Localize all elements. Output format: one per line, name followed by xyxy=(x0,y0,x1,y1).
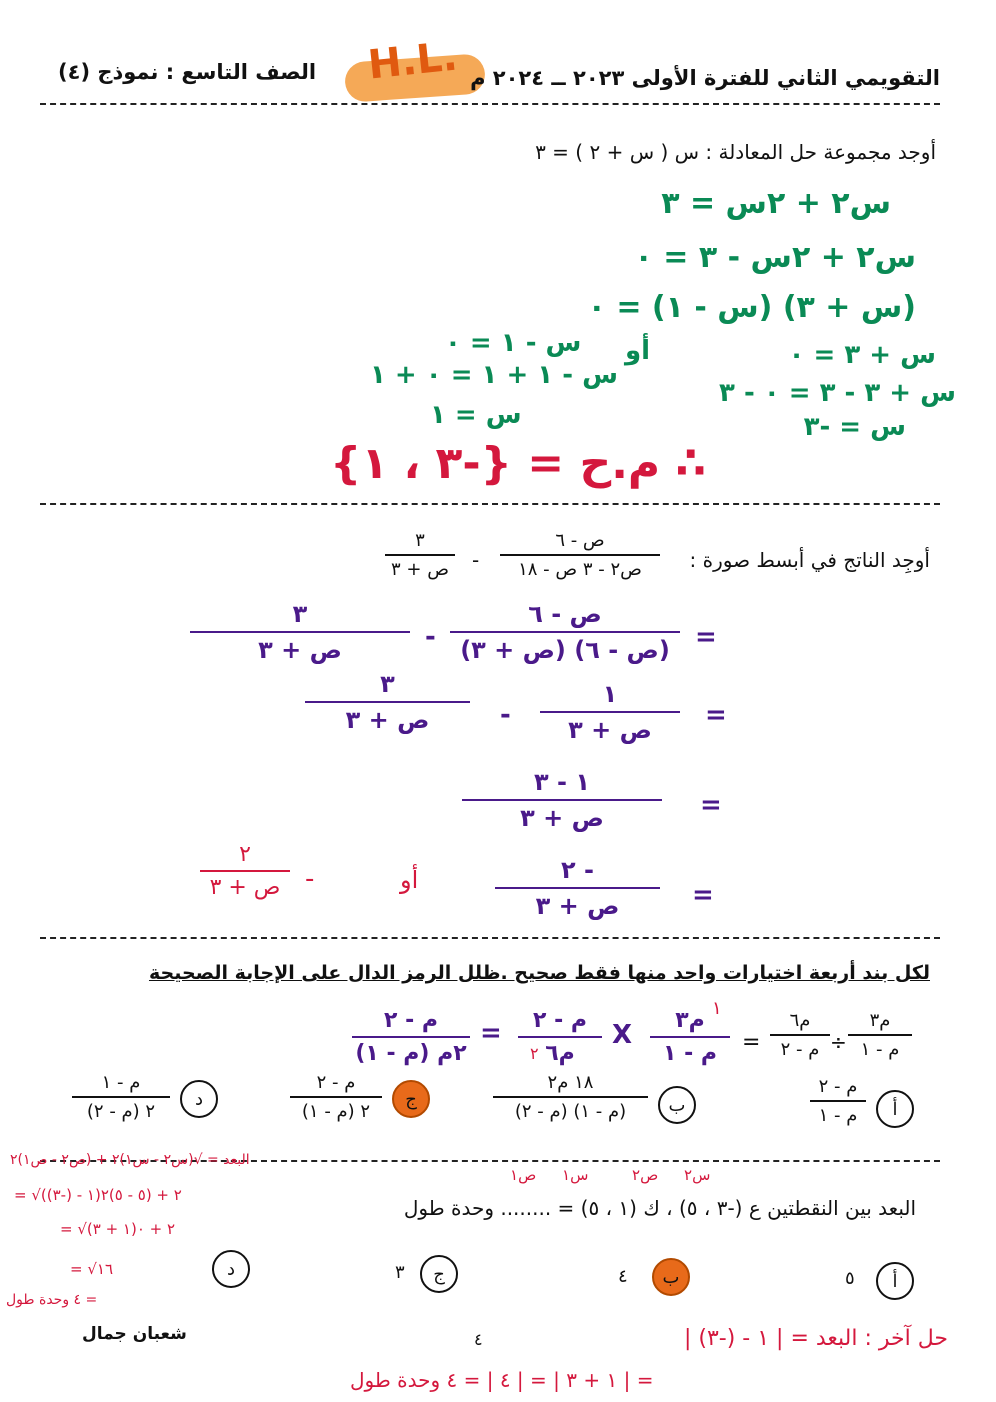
q4-option-a-value[interactable]: ٥ xyxy=(845,1268,855,1289)
q1-answer: ∴ م.ح = {-٣ ، ١} xyxy=(330,438,707,489)
q2-w2-a-num: ١ xyxy=(602,680,618,708)
q3-q-a-num: م٣ xyxy=(869,1010,891,1031)
q1-step-6: س = -٣ xyxy=(803,412,906,442)
q3-option-a-circle[interactable] xyxy=(876,1090,914,1128)
q3-work-frac-3 xyxy=(352,1008,470,1066)
q2-w2-a-den: ص + ٣ xyxy=(568,716,652,744)
q3-w2-num: م - ٢ xyxy=(532,1008,587,1033)
q3-option-a-bar xyxy=(810,1100,866,1102)
q3-w1-bar xyxy=(650,1036,730,1038)
q3-option-c-circle[interactable] xyxy=(392,1080,430,1118)
q3-option-d-circle[interactable] xyxy=(180,1080,218,1118)
q1-prompt: أوجد مجموعة حل المعادلة : س ( س + ٢ ) = ٣ xyxy=(535,140,936,164)
q4-work-2: = √(١ - (-٣))٢ + (٥ - ٥)٢ xyxy=(14,1186,182,1204)
q3-instruction: لكل بند أربعة اختيارات واحد منها فقط صحيح .ظلل الرمز الدال على الإجابة الصحيحة xyxy=(148,962,930,984)
q4-option-d-circle[interactable] xyxy=(212,1250,250,1288)
q2-w4-alt xyxy=(200,842,290,900)
q4-alt-work-2: = | ١ + ٣ | = | ٤ | = ٤ وحدة طول xyxy=(350,1368,654,1392)
q3-q-b-num: م٦ xyxy=(789,1010,811,1031)
q4-option-b-letter: ب xyxy=(662,1266,680,1288)
q2-w3-num: ١ - ٣ xyxy=(534,768,590,796)
q2-fraction-1 xyxy=(500,530,660,580)
q2-eq-4: = xyxy=(692,880,714,910)
q2-divider xyxy=(40,937,940,939)
q4-label-x1: س١ xyxy=(562,1166,589,1184)
footer-page-number: ٤ xyxy=(474,1330,483,1349)
q2-w1-minus: - xyxy=(425,622,436,652)
q3-option-b-den: (م - ١) (م - ٢) xyxy=(514,1101,627,1122)
q2-w2-a-bar xyxy=(540,711,680,713)
q4-option-a-letter: أ xyxy=(892,1270,898,1292)
page-title: التقويمي الثاني للفترة الأولى ٢٠٢٣ ــ ٢٠٢٤ م xyxy=(470,66,940,90)
q3-option-b-letter: ب xyxy=(668,1094,686,1116)
q2-prompt: أوجِد الناتج في أبسط صورة : xyxy=(689,548,930,572)
q2-eq-3: = xyxy=(700,790,722,820)
q3-w1-num: م٣ xyxy=(675,1008,705,1033)
q3-option-d-bar xyxy=(72,1096,170,1098)
footer-author: شعبان جمال xyxy=(82,1324,187,1344)
q2-w3-den: ص + ٣ xyxy=(520,804,604,832)
q1-step-2: س٢ + ٢س - ٣ = ٠ xyxy=(634,240,916,275)
q3-option-c-bar xyxy=(290,1096,382,1098)
q3-option-c-den: ٢ (م - ١) xyxy=(301,1101,371,1122)
q3-q-b-den: م - ٢ xyxy=(780,1039,820,1060)
q2-f1-num: ص - ٦ xyxy=(555,530,605,551)
q2-w4-alt-num: ٢ xyxy=(239,842,251,867)
q2-w3 xyxy=(462,768,662,832)
q4-label-y1: ص١ xyxy=(510,1166,537,1184)
q1-step-9: س = ١ xyxy=(430,400,522,430)
q3-q-eq: = xyxy=(742,1030,761,1055)
q4-work-5: = ٤ وحدة طول xyxy=(6,1292,98,1308)
q4-option-c-circle[interactable] xyxy=(420,1255,458,1293)
q2-w4-num: - ٢ xyxy=(561,856,594,884)
q2-eq-1: = xyxy=(695,622,717,652)
q3-option-d-den: ٢ (م - ٢) xyxy=(86,1101,156,1122)
q2-w1-b-num: ٣ xyxy=(292,600,308,628)
q2-w1-a-bar xyxy=(450,631,680,633)
q3-option-d-num: م - ١ xyxy=(101,1072,141,1093)
q3-work-times: X xyxy=(612,1020,633,1050)
q3-q-frac-a xyxy=(848,1010,912,1060)
q2-or: أو xyxy=(400,866,419,894)
q3-option-b-num: ١٨ م٢ xyxy=(547,1072,594,1093)
q3-option-c-num: م - ٢ xyxy=(316,1072,356,1093)
q2-w2-b-bar xyxy=(305,701,470,703)
q3-option-d[interactable] xyxy=(72,1072,170,1122)
q3-work-cancel-note-2: ٢ xyxy=(530,1044,539,1063)
q3-option-a-den: م - ١ xyxy=(818,1105,858,1126)
grade-label: الصف التاسع : نموذج (٤) xyxy=(58,60,317,84)
q2-fraction-2 xyxy=(385,530,455,580)
q3-option-a-letter: أ xyxy=(892,1098,898,1120)
q2-f2-bar xyxy=(385,554,455,556)
q2-f1-den: ص٢ - ٣ ص - ١٨ xyxy=(518,559,642,580)
stamp-text: H.L. xyxy=(365,33,460,89)
q3-q-a-bar xyxy=(848,1034,912,1036)
q1-step-7: س - ١ = ٠ xyxy=(445,328,582,358)
q4-prompt: البعد بين النقطتين ع (-٣ ، ٥) ، ك (١ ، ٥) = ........ وحدة طول xyxy=(403,1196,916,1220)
q2-w4 xyxy=(495,856,660,920)
q3-option-c-letter: ج xyxy=(405,1088,417,1110)
q4-option-b-value[interactable]: ٤ xyxy=(618,1266,628,1287)
q2-f2-den: ص + ٣ xyxy=(391,559,449,580)
q4-label-x2: س٢ xyxy=(684,1166,711,1184)
q3-w3-bar xyxy=(352,1036,470,1038)
q3-q-a-den: م - ١ xyxy=(860,1039,900,1060)
q4-option-a-circle[interactable] xyxy=(876,1262,914,1300)
q2-f1-bar xyxy=(500,554,660,556)
q4-label-y2: ص٢ xyxy=(632,1166,659,1184)
q2-w2-a xyxy=(540,680,680,744)
q2-w1-b-den: ص + ٣ xyxy=(258,636,342,664)
q3-option-d-letter: د xyxy=(194,1088,203,1110)
q1-or: أو xyxy=(625,336,651,366)
q3-option-a[interactable] xyxy=(810,1076,866,1126)
q2-neg-sign: - xyxy=(305,864,315,894)
q3-w3-num: م - ٢ xyxy=(383,1008,438,1033)
q3-q-frac-b xyxy=(770,1010,830,1060)
q3-q-b-bar xyxy=(770,1034,830,1036)
q1-step-4: س + ٣ = ٠ xyxy=(788,340,936,370)
q4-work-1: البعد = √(س٢ - س١)٢ + (ص٢ - ص١)٢ xyxy=(10,1152,250,1168)
q3-w3-den: ٢م (م - ١) xyxy=(355,1041,467,1066)
q2-w1-a-num: ص - ٦ xyxy=(528,600,602,628)
q3-option-b[interactable] xyxy=(493,1072,648,1122)
q3-option-b-bar xyxy=(493,1096,648,1098)
q4-option-c-value[interactable]: ٣ xyxy=(395,1262,405,1283)
q2-eq-2: = xyxy=(705,700,727,730)
q1-step-1: س٢ + ٢س = ٣ xyxy=(661,186,891,221)
q2-minus: - xyxy=(472,548,480,572)
header-divider xyxy=(40,103,940,105)
q2-w4-den: ص + ٣ xyxy=(535,892,620,920)
q3-q-divide: ÷ xyxy=(830,1030,847,1054)
q2-w1-b xyxy=(190,600,410,664)
q2-w2-b xyxy=(305,670,470,734)
q4-option-c-letter: ج xyxy=(433,1263,445,1285)
q2-w4-alt-bar xyxy=(200,870,290,872)
q2-f2-num: ٣ xyxy=(415,530,425,551)
q3-work-eq: = xyxy=(480,1018,502,1048)
q3-w2-den: م٦ xyxy=(545,1041,575,1066)
q2-w1-b-bar xyxy=(190,631,410,633)
q3-option-c[interactable] xyxy=(290,1072,382,1122)
q2-w4-alt-den: ص + ٣ xyxy=(209,875,281,900)
q2-w2-b-num: ٣ xyxy=(380,670,395,698)
q1-step-5: س + ٣ - ٣ = ٠ - ٣ xyxy=(719,378,956,408)
q1-step-3: (س + ٣) (س - ١) = ٠ xyxy=(587,290,916,325)
q2-w2-b-den: ص + ٣ xyxy=(345,706,430,734)
q2-w3-bar xyxy=(462,799,662,801)
q4-option-d-letter: د xyxy=(226,1258,235,1280)
q3-w2-bar xyxy=(518,1036,602,1038)
q1-divider xyxy=(40,503,940,505)
q1-step-8: س - ١ + ١ = ٠ + ١ xyxy=(370,360,618,390)
q4-option-b-circle[interactable] xyxy=(652,1258,690,1296)
q3-work-cancel-note: ١ xyxy=(712,998,722,1019)
q4-alt-work-1: حل آخر : البعد = | ١ - (-٣) | xyxy=(683,1326,948,1351)
q4-work-3: = √(١ + ٣)٢ + ٠ xyxy=(60,1220,176,1238)
q3-w1-den: م - ١ xyxy=(662,1041,717,1066)
q2-w1-a-den: (ص - ٦) (ص + ٣) xyxy=(460,636,670,664)
q2-w2-minus: - xyxy=(500,700,511,730)
q4-work-4: = √١٦ xyxy=(70,1260,114,1278)
q2-w4-bar xyxy=(495,887,660,889)
q3-option-a-num: م - ٢ xyxy=(818,1076,858,1097)
q2-w1-a xyxy=(450,600,680,664)
q3-option-b-circle[interactable] xyxy=(658,1086,696,1124)
